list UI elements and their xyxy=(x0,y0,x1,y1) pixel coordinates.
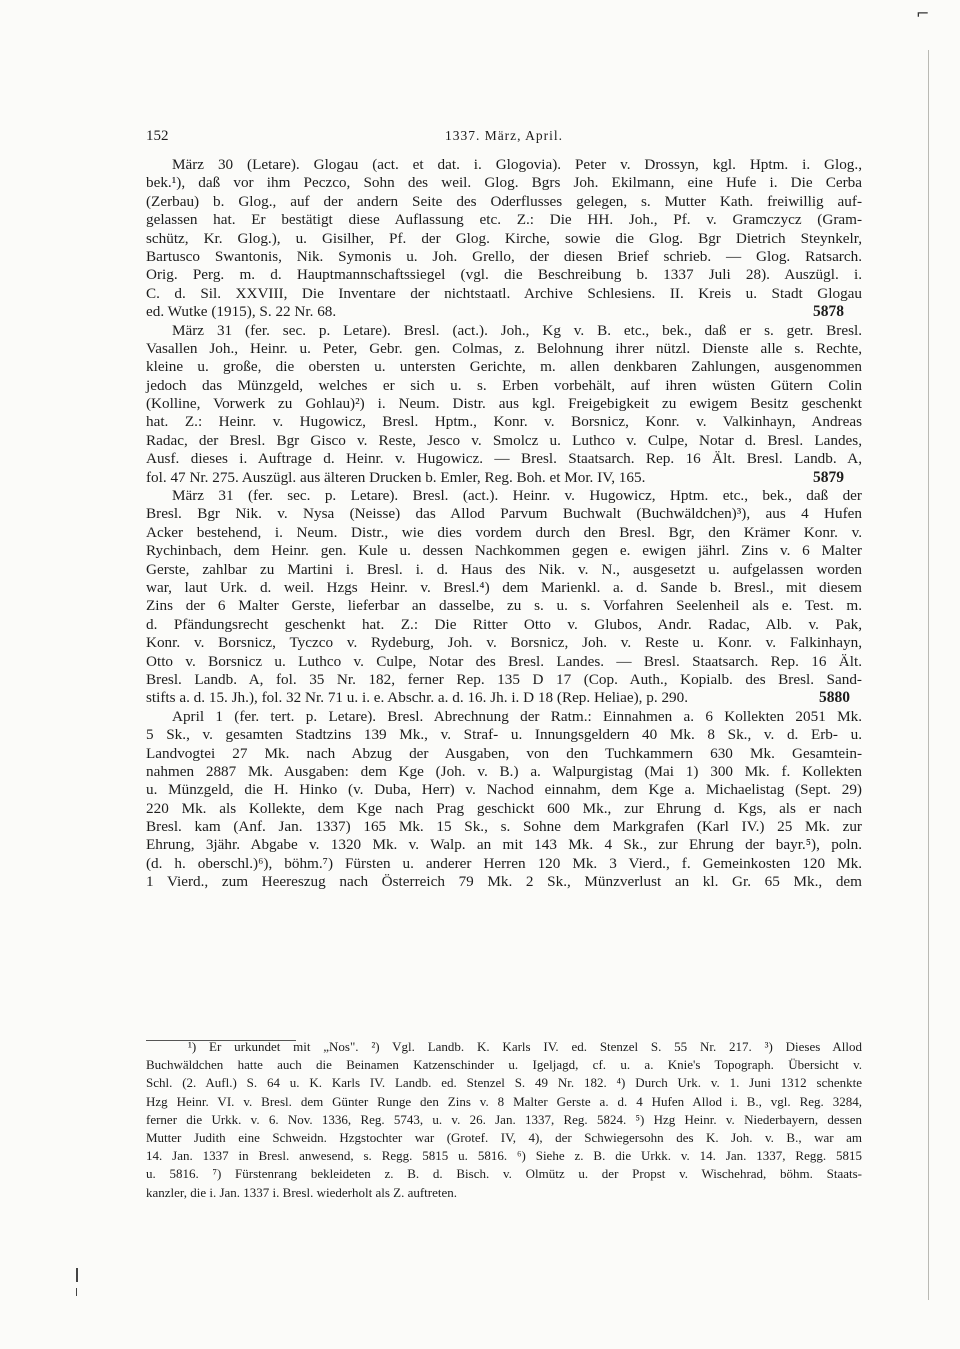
footnote-line: ferner die Urkk. v. 6. Nov. 1336, Reg. 5743, u. v. 26. Jan. 1337, Reg. 5824. ⁵) Hzg Heinr. v. Niederbayern, dessen xyxy=(146,1111,862,1127)
text-line: ed. Wutke (1915), S. 22 Nr. 68. xyxy=(146,303,337,321)
text-line: Zins der 6 Malter Gerste, lieferbar an dasselbe, zu s. u. s. Vorfahren Seelenheil als e. Test. m. xyxy=(146,597,862,615)
text-line: Acker bestehend, i. Neum. Distr., wie dies vordem durch den Bresl. Bgr, den Krämer Konr. v. xyxy=(146,523,862,541)
text-line: (d. h. oberschl.)⁶), böhm.⁷) Fürsten u. anderer Herren 120 Mk. 3 Vierd., f. Gemeinkosten 120 Mk. xyxy=(146,854,862,872)
page-number: 152 xyxy=(146,128,169,144)
entry-last-line xyxy=(146,303,862,321)
entry-last-line xyxy=(146,689,862,707)
text-line: März 31 (fer. sec. p. Letare). Bresl. (act.). Heinr. v. Hugowicz, Hptm. etc., bek., daß der xyxy=(172,487,862,505)
text-line: Orig. Perg. m. d. Hauptmannschaftssiegel (vgl. die Beschreibung b. 1337 Juli 28). Auszügl. i. xyxy=(146,266,862,284)
running-head: 1337. März, April. xyxy=(444,128,564,143)
text-line: bek.¹), daß vor ihm Peczco, Sohn des weil. Glog. Bgrs Joh. Ekilmann, eine Hufe i. Die Cerba xyxy=(146,174,862,192)
text-line: 220 Mk. als Kollekte, dem Kge nach Prag geschickt 600 Mk., zur Ehrung d. Kgs, als er nach xyxy=(146,799,862,817)
text-line: d. Pfändungsrecht geschenkt hat. Z.: Die Ritter Otto v. Glubos, Andr. Radac, Alb. v. Pak, xyxy=(146,615,862,633)
margin-mark xyxy=(76,1268,78,1282)
footnote-line: ¹) Er urkundet mit „Nos". ²) Vgl. Landb. K. Karls IV. ed. Stenzel S. 55 Nr. 217. ³) Dieses Allod xyxy=(188,1039,862,1054)
text-line: Vasallen Joh., Heinr. u. Peter, Gebr. gen. Colmas, z. Belohnung ihrer nützl. Dienste alle s. Rechte, xyxy=(146,339,862,357)
footnote-line: u. 5816. ⁷) Fürstenrang bekleideten z. B. d. Bisch. v. Olmütz u. der Propst v. Wischehrad, böhm. Staats- xyxy=(146,1166,862,1182)
text-line: Bresl. Bgr Nik. v. Nysa (Neisse) das Allod Parvum Buchwalt (Buchwäldchen)³), aus 4 Hufen xyxy=(146,505,862,523)
text-line: 5 Sk., v. gesamten Stadtzins 139 Mk., v. Straf- u. Innungsgeldern 40 Mk. 8 Sk., v. d. Erb- u. xyxy=(146,726,862,744)
text-line: Bresl. kam (Anf. Jan. 1337) 165 Mk. 15 Sk., s. Sohne dem Markgrafen (Karl IV.) 25 Mk. zur xyxy=(146,818,862,836)
entry-last-line xyxy=(146,469,862,487)
text-line: April 1 (fer. tert. p. Letare). Bresl. Abrechnung der Ratm.: Einnahmen a. 6 Kollekten 2051 Mk. xyxy=(172,707,862,725)
text-line: Ehrung, 3jähr. Abgabe v. 1320 Mk. v. Walp. an mit 143 Mk. 4 Sk., zur Ehrung der bayr.⁵), poln. xyxy=(146,836,862,854)
text-line: u. Münzgeld, die H. Hinko (v. Duba, Herr) v. Nachod einnahm, dem Kge a. Michaelistag (Sept. 29) xyxy=(146,781,862,799)
text-line: gelassen hat. Er bestätigt diese Auflassung etc. Z.: Die HH. Joh., Pf. v. Gramczycz (Gram- xyxy=(146,211,862,229)
text-line: Konr. v. Borsnicz, Tyczco v. Rydeburg, Joh. v. Borsnicz, Joh. v. Reste u. Konr. v. Falkinhayn, xyxy=(146,634,862,652)
footnote-line: 14. Jan. 1337 in Bresl. anwesend, s. Regg. 5815 u. 5816. ⁶) Siehe z. B. die Urkk. v. 14. Jan. 1337, Regg. 5815 xyxy=(146,1148,862,1164)
text-line: Bresl. Landb. A, fol. 35 Nr. 182, ferner Rep. 135 D 17 (Cop. Auth., Kopialb. des Bresl. Sand- xyxy=(146,670,862,688)
text-line: Gerste, zahlbar zu Martini i. Bresl. i. d. Haus des Nik. v. N., ausgesetzt u. aufgelassen worden xyxy=(146,560,862,578)
text-line: Rychinbach, dem Heinr. gen. Kule u. dessen Nachkommen gegen e. ewigen jährl. Zins v. 6 Malter xyxy=(146,542,862,560)
text-line: März 30 (Letare). Glogau (act. et dat. i. Glogovia). Peter v. Drossyn, kgl. Hptm. i. Glog., xyxy=(172,156,862,173)
text-line: Landvogtei 27 Mk. nach Abzug der Ausgaben, von den Tuchkammern 630 Mk. Gesamtein- xyxy=(146,744,862,762)
text-line: stifts a. d. 15. Jh.), fol. 32 Nr. 71 u. i. e. Abschr. a. d. 16. Jh. i. D 18 (Rep. Heliae), p. 290. xyxy=(146,689,689,707)
footnotes xyxy=(146,1038,862,1202)
page-edge xyxy=(928,50,929,1300)
text-line: nahmen 2887 Mk. Ausgaben: dem Kge (Joh. v. B.) a. Walpurgistag (Mai 1) 300 Mk. f. Kollekten xyxy=(146,762,862,780)
corner-mark: ⌐ xyxy=(916,4,930,23)
text-line: Bartusco Swantonis, Nik. Symonis u. Joh. Grello, der diesen Brief schrieb. — Glog. Ratsarch. xyxy=(146,247,862,265)
margin-mark xyxy=(76,1288,77,1296)
text-line: schütz, Kr. Glog.), u. Gisilher, Pf. der Glog. Kirche, sowie die Glog. Bgr Dietrich Steynkelr, xyxy=(146,229,862,247)
footnote-line: Mutter Judith eine Schweidn. Hzgstochter war (Grotef. IV, 4), der Schwiegersohn des K. Joh. v. B., war am xyxy=(146,1129,862,1145)
footnote-line: Schl. (2. Aufl.) S. 64 u. K. Karls IV. Landb. ed. Stenzel S. 49 Nr. 182. ⁴) Durch Urk. v. 1. Juni 1312 schenkte xyxy=(146,1075,862,1091)
text-line: 1 Vierd., zum Heereszug nach Österreich 79 Mk. 2 Sk., Münzverlust an kl. Gr. 65 Mk., dem xyxy=(146,873,862,891)
text-line: (Zerbau) b. Glog., auf der andern Seite des Oderflusses gelegen, s. Mutter Kath. freiwillig auf- xyxy=(146,192,862,210)
entry-number: 5880 xyxy=(819,689,850,707)
entry-number: 5879 xyxy=(813,468,844,486)
text-line: fol. 47 Nr. 275. Auszügl. aus älteren Drucken b. Emler, Reg. Boh. et Mor. IV, 165. xyxy=(146,468,646,486)
footnote-line: Hzg Heinr. VI. v. Bresl. dem Günter Runge den Zins v. 8 Malter Gerste a. d. 4 Hufen Allod i. B., vgl. Reg. 3284, xyxy=(146,1093,862,1109)
footnote-line: Buchwäldchen hatte auch die Beinamen Katzenschinder u. Igeljagd, cf. u. a. Knie's Topograph. Übersicht v. xyxy=(146,1057,862,1073)
footnote-line: kanzler, die i. Jan. 1337 i. Bresl. wiederholt als Z. auftreten. xyxy=(146,1184,458,1200)
body-text xyxy=(146,156,862,892)
text-line: (Kolline, Vorwerk zu Gohlau)²) i. Neum. Distr. aus kgl. Freigebigkeit zu ewigem Besitz geschenkt xyxy=(146,395,862,413)
text-line: war, laut Urk. d. weil. Hzgs Heinr. v. Bresl.⁴) dem Marienkl. a. d. Sande b. Bresl., mit diesem xyxy=(146,578,862,596)
entry-number: 5878 xyxy=(813,303,844,321)
text-line: hat. Z.: Heinr. v. Hugowicz, Bresl. Hptm., Konr. v. Borsnicz, Konr. v. Valkinhayn, Andreas xyxy=(146,413,862,431)
text-line: Ausf. dieses i. Auftrage d. Heinr. v. Hugowicz. — Bresl. Staatsarch. Rep. 16 Ält. Bresl. Landb. A, xyxy=(146,450,862,468)
text-line: C. d. Sil. XXVIII, Die Inventare der nichtstaatl. Archive Schlesiens. II. Kreis u. Stadt Glogau xyxy=(146,284,862,302)
text-line: kleine u. große, die obersten u. untersten Gerichte, m. allen denkbaren Zahlungen, ausgenommen xyxy=(146,358,862,376)
text-line: Radac, der Bresl. Bgr Gisco v. Reste, Jesco v. Smolcz u. Luthco v. Culpe, Notar d. Bresl. Landes, xyxy=(146,431,862,449)
text-line: März 31 (fer. sec. p. Letare). Bresl. (act.). Joh., Kg v. B. etc., bek., daß er s. getr. Bresl. xyxy=(172,321,862,339)
text-line: jedoch das Münzgeld, welches er sich u. s. Erben vorbehält, auf ihren wüsten Gütern Colin xyxy=(146,376,862,394)
text-line: Otto v. Borsnicz u. Luthco v. Culpe, Notar des Bresl. Landes. — Bresl. Staatsarch. Rep. 16 Ält. xyxy=(146,652,862,670)
page-header xyxy=(146,128,862,150)
